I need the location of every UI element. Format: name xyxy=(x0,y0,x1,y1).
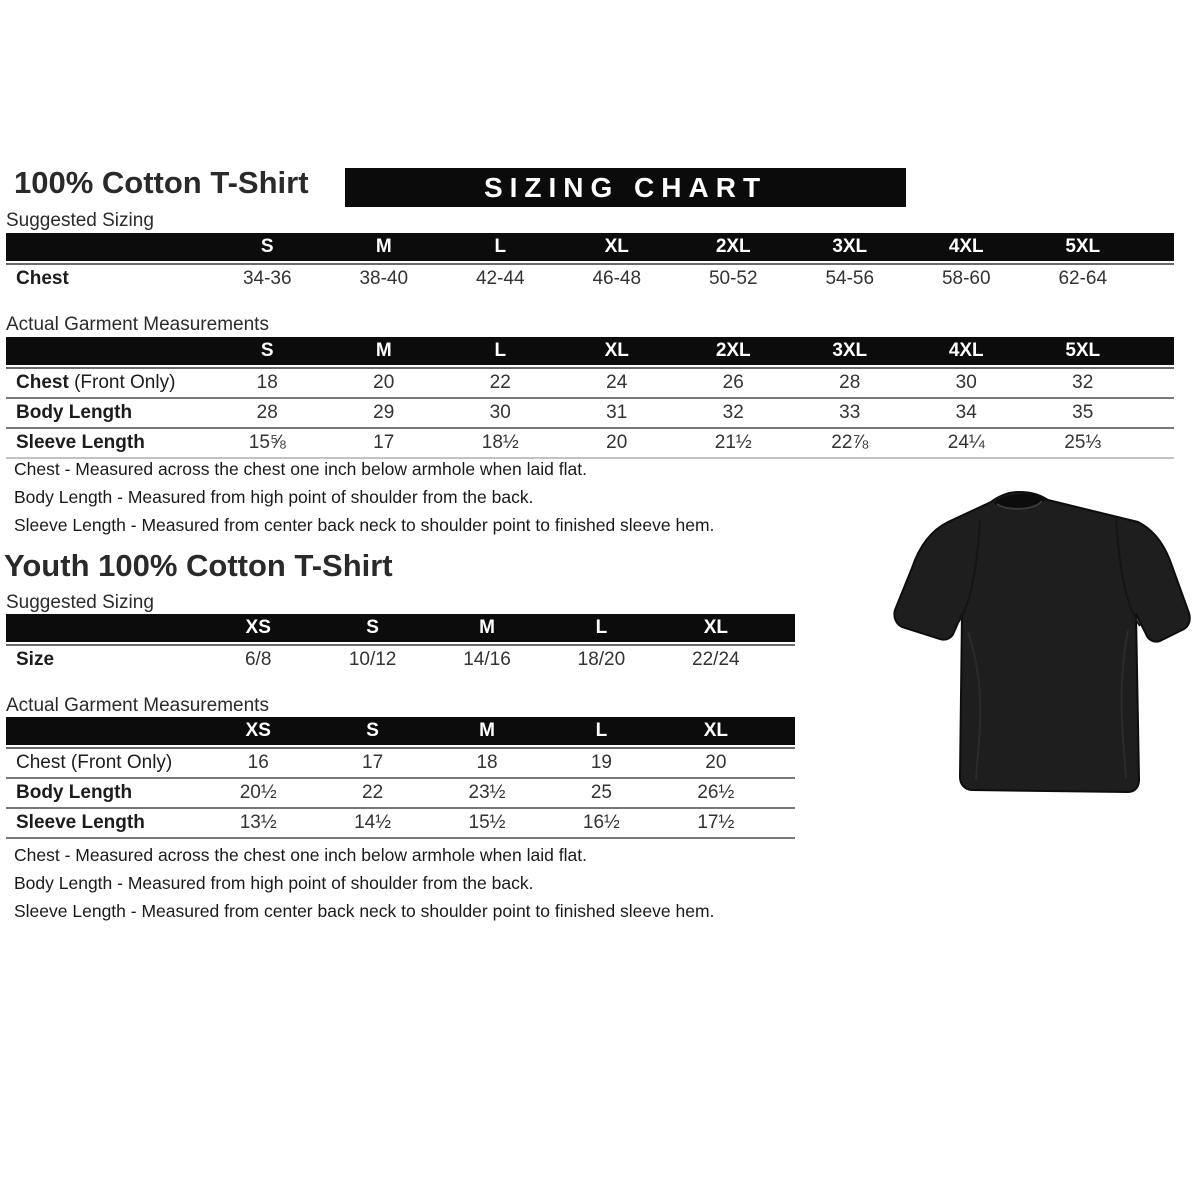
size-header-s: S xyxy=(260,340,274,361)
size-header-l: L xyxy=(595,617,608,638)
size-header-4xl: 4XL xyxy=(948,236,984,257)
adult-note-sleeve-length: Sleeve Length - Measured from center back neck to shoulder point to finished sleeve hem. xyxy=(14,515,715,535)
youth-size-headers xyxy=(201,720,795,742)
youth-sleeve-length-row xyxy=(6,809,795,837)
adult-actual-measurements-label: Actual Garment Measurements xyxy=(6,314,269,335)
sizing-chart-banner xyxy=(345,168,906,207)
adult-body-length-values xyxy=(209,402,1174,424)
cell: 13½ xyxy=(239,812,277,833)
cell: 6/8 xyxy=(244,649,272,670)
cell: 19 xyxy=(590,752,612,773)
adult-actual-header-row xyxy=(6,337,1174,365)
size-header-xl: XL xyxy=(703,617,728,638)
cell: 17½ xyxy=(697,812,735,833)
cell: 20 xyxy=(705,752,727,773)
cell: 29 xyxy=(373,402,395,423)
cell: 22 xyxy=(362,782,384,803)
adult-size-headers xyxy=(209,236,1174,258)
row-label-sleeve-length: Sleeve Length xyxy=(16,432,145,453)
adult-suggested-header-row xyxy=(6,233,1174,261)
youth-suggested-header-row xyxy=(6,614,795,642)
adult-chest-range-values xyxy=(209,268,1174,290)
cell: 17 xyxy=(373,432,395,453)
cell: 15⅝ xyxy=(248,432,286,453)
youth-size-row xyxy=(6,646,795,674)
row-label-chest-front-only xyxy=(6,372,209,394)
adult-suggested-sizing-label: Suggested Sizing xyxy=(6,210,154,231)
adult-size-headers xyxy=(209,340,1174,362)
cell: 42-44 xyxy=(475,268,525,289)
cell: 32 xyxy=(1072,372,1094,393)
adult-actual-measurements-table xyxy=(6,337,1174,459)
adult-sleeve-length-values xyxy=(209,432,1174,454)
size-header-2xl: 2XL xyxy=(715,340,751,361)
tshirt-body xyxy=(894,492,1189,792)
adult-note-chest: Chest - Measured across the chest one inch below armhole when laid flat. xyxy=(14,459,587,479)
size-header-2xl: 2XL xyxy=(715,236,751,257)
cell: 22/24 xyxy=(692,649,740,670)
youth-suggested-sizing-table xyxy=(6,614,795,674)
cell: 26½ xyxy=(697,782,735,803)
size-header-m: M xyxy=(479,617,495,638)
youth-body-length-row xyxy=(6,779,795,807)
cell: 14/16 xyxy=(463,649,511,670)
adult-section-title: 100% Cotton T-Shirt xyxy=(14,165,309,200)
youth-chest-values xyxy=(201,752,795,774)
size-header-3xl: 3XL xyxy=(832,236,868,257)
size-header-l: L xyxy=(595,720,608,741)
divider xyxy=(6,837,795,839)
cell: 14½ xyxy=(354,812,392,833)
cell: 15½ xyxy=(468,812,506,833)
youth-note-chest: Chest - Measured across the chest one inch below armhole when laid flat. xyxy=(14,845,587,865)
cell: 24 xyxy=(606,372,628,393)
size-header-m: M xyxy=(375,340,392,361)
row-label-chest-front-only: Chest (Front Only) xyxy=(16,752,173,773)
size-header-xl: XL xyxy=(604,340,629,361)
size-header-4xl: 4XL xyxy=(948,340,984,361)
cell: 30 xyxy=(489,402,511,423)
youth-actual-measurements-table xyxy=(6,717,795,839)
size-header-5xl: 5XL xyxy=(1065,236,1101,257)
cell: 33 xyxy=(839,402,861,423)
size-header-xl: XL xyxy=(604,236,629,257)
row-label-size: Size xyxy=(16,649,55,670)
cell: 20 xyxy=(373,372,395,393)
adult-chest-row xyxy=(6,369,1174,397)
youth-body-length-values xyxy=(201,782,795,804)
size-header-s: S xyxy=(366,720,379,741)
size-header-xs: XS xyxy=(245,720,271,741)
cell: 50-52 xyxy=(708,268,758,289)
youth-size-headers xyxy=(201,617,795,639)
size-header-m: M xyxy=(375,236,392,257)
size-header-l: L xyxy=(494,340,507,361)
cell: 18/20 xyxy=(577,649,626,670)
cell: 34-36 xyxy=(242,268,292,289)
size-header-xl: XL xyxy=(703,720,728,741)
cell: 62-64 xyxy=(1058,268,1108,289)
youth-note-body-length: Body Length - Measured from high point of shoulder from the back. xyxy=(14,873,534,893)
adult-chest-range-row xyxy=(6,265,1174,293)
cell: 38-40 xyxy=(359,268,409,289)
cell: 21½ xyxy=(714,432,752,453)
youth-size-values xyxy=(201,649,795,671)
adult-chest-values xyxy=(209,372,1174,394)
cell: 28 xyxy=(839,372,861,393)
size-header-3xl: 3XL xyxy=(832,340,868,361)
cell: 17 xyxy=(362,752,384,773)
cell: 34 xyxy=(955,402,977,423)
adult-sleeve-length-row xyxy=(6,429,1174,457)
size-header-5xl: 5XL xyxy=(1065,340,1101,361)
cell: 31 xyxy=(606,402,628,423)
cell: 25⅓ xyxy=(1064,432,1102,453)
size-header-s: S xyxy=(366,617,379,638)
youth-note-sleeve-length: Sleeve Length - Measured from center back neck to shoulder point to finished sleeve hem. xyxy=(14,901,715,921)
youth-actual-header-row xyxy=(6,717,795,745)
cell: 16½ xyxy=(582,812,620,833)
youth-section-title: Youth 100% Cotton T-Shirt xyxy=(4,548,393,583)
adult-body-length-row xyxy=(6,399,1174,427)
youth-chest-row xyxy=(6,749,795,777)
adult-note-body-length: Body Length - Measured from high point of shoulder from the back. xyxy=(14,487,534,507)
cell: 26 xyxy=(722,372,744,393)
cell: 30 xyxy=(955,372,977,393)
cell: 54-56 xyxy=(825,268,875,289)
row-label-sleeve-length: Sleeve Length xyxy=(16,812,145,833)
size-header-l: L xyxy=(494,236,507,257)
row-label-body-length: Body Length xyxy=(16,782,133,803)
cell: 22⅞ xyxy=(831,432,869,453)
youth-actual-measurements-label: Actual Garment Measurements xyxy=(6,695,269,716)
cell: 58-60 xyxy=(941,268,991,289)
black-tshirt-image xyxy=(888,462,1194,818)
cell: 16 xyxy=(247,752,269,773)
row-label-chest: Chest xyxy=(16,268,69,289)
cell: 23½ xyxy=(468,782,506,803)
cell: 18 xyxy=(256,372,278,393)
size-header-m: M xyxy=(479,720,495,741)
youth-sleeve-length-values xyxy=(201,812,795,834)
size-header-xs: XS xyxy=(245,617,271,638)
size-header-s: S xyxy=(260,236,274,257)
cell: 18½ xyxy=(481,432,519,453)
youth-suggested-sizing-label: Suggested Sizing xyxy=(6,592,154,613)
cell: 10/12 xyxy=(348,649,397,670)
cell: 32 xyxy=(722,402,744,423)
row-label-suffix: (Front Only) xyxy=(68,372,176,393)
cell: 46-48 xyxy=(592,268,642,289)
cell: 20 xyxy=(606,432,628,453)
adult-suggested-sizing-table xyxy=(6,233,1174,293)
row-label-main: Chest xyxy=(16,372,69,393)
cell: 24¼ xyxy=(947,432,985,453)
sizing-chart-banner-label: SIZING CHART xyxy=(483,171,768,203)
cell: 20½ xyxy=(239,782,277,803)
row-label-body-length: Body Length xyxy=(16,402,133,423)
cell: 18 xyxy=(476,752,498,773)
cell: 28 xyxy=(256,402,278,423)
cell: 22 xyxy=(489,372,511,393)
cell: 25 xyxy=(590,782,612,803)
cell: 35 xyxy=(1072,402,1094,423)
